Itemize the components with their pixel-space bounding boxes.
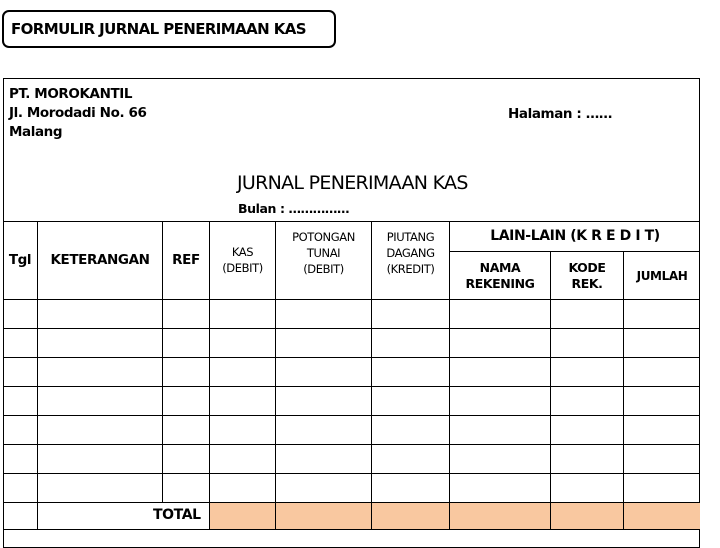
col-header-kode-rek-line: KODE bbox=[568, 259, 606, 275]
row-divider bbox=[3, 415, 700, 416]
col-header-piutang bbox=[372, 221, 449, 299]
journal-title: JURNAL PENERIMAAN KAS bbox=[237, 172, 468, 194]
col-header-kas-line: KAS bbox=[231, 245, 254, 259]
col-header-ref: REF bbox=[172, 252, 200, 268]
col-header-kode-rek-line: REK. bbox=[571, 275, 603, 291]
col-header-piutang-line: DAGANG bbox=[386, 246, 435, 260]
col-header-kode-rek bbox=[551, 252, 623, 299]
row-divider bbox=[3, 299, 700, 300]
total-label: TOTAL bbox=[153, 507, 201, 523]
company-name: PT. MOROKANTIL bbox=[9, 86, 133, 102]
col-header-kas bbox=[210, 221, 275, 299]
col-header-tgl: Tgl bbox=[8, 252, 32, 268]
total-row-fill bbox=[209, 502, 700, 529]
col-header-potongan bbox=[276, 221, 371, 299]
journal-table bbox=[3, 221, 700, 540]
col-header-piutang-line: PIUTANG bbox=[386, 230, 435, 244]
row-divider bbox=[3, 473, 700, 474]
row-divider bbox=[3, 502, 700, 503]
col-header-lain-lain: LAIN-LAIN (K R E D I T) bbox=[490, 228, 660, 244]
col-header-nama-rekening bbox=[450, 252, 550, 299]
page-number: Halaman : …… bbox=[508, 106, 612, 122]
col-header-nama-rekening-line: NAMA bbox=[479, 259, 521, 275]
col-header-potongan-line: (DEBIT) bbox=[303, 262, 344, 276]
company-address: Jl. Morodadi No. 66 bbox=[9, 105, 147, 121]
form-title: FORMULIR JURNAL PENERIMAAN KAS bbox=[2, 10, 336, 48]
col-header-jumlah: JUMLAH bbox=[636, 268, 688, 283]
col-header-piutang-line: (KREDIT) bbox=[386, 262, 435, 276]
month-label: Bulan : …………… bbox=[238, 201, 350, 216]
col-header-nama-rekening-line: REKENING bbox=[465, 275, 535, 291]
col-header-kas-line: (DEBIT) bbox=[222, 261, 263, 275]
col-header-potongan-line: POTONGAN bbox=[292, 230, 355, 244]
company-info bbox=[9, 85, 146, 142]
col-header-keterangan: KETERANGAN bbox=[50, 252, 150, 268]
col-header-potongan-line: TUNAI bbox=[306, 246, 341, 260]
row-divider bbox=[3, 328, 700, 329]
row-divider bbox=[3, 444, 700, 445]
row-divider bbox=[3, 357, 700, 358]
row-divider bbox=[3, 386, 700, 387]
row-divider bbox=[3, 529, 700, 530]
company-city: Malang bbox=[9, 124, 63, 140]
